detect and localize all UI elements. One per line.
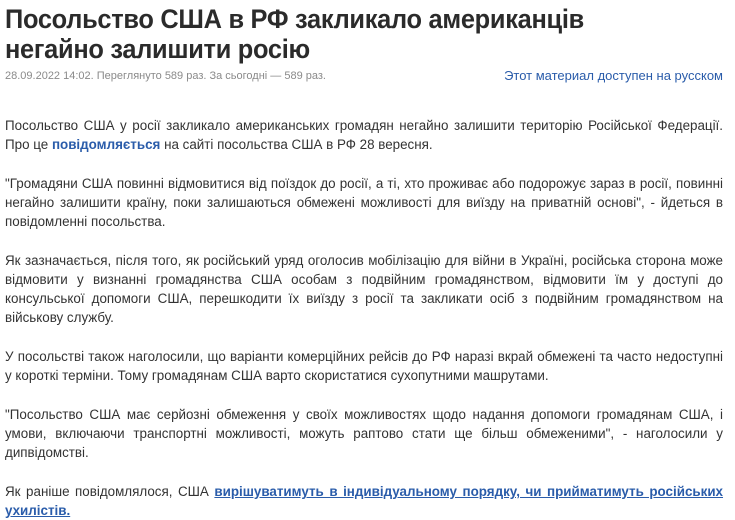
source-link[interactable]: повідомляється xyxy=(51,137,161,152)
article-meta: 28.09.2022 14:02. Переглянуто 589 раз. За сьогодні — 589 раз. xyxy=(5,70,326,82)
paragraph-6-text-start: Як раніше повідомлялося, США xyxy=(5,484,215,499)
article-title-line2: негайно залишити росію xyxy=(5,34,310,64)
meta-row xyxy=(5,69,723,85)
article-title-line1: Посольство США в РФ закликало американців xyxy=(5,4,584,34)
paragraph-1-text-end: на сайті посольства США в РФ 28 вересня. xyxy=(160,137,433,152)
paragraph-1 xyxy=(5,116,723,154)
paragraph-6 xyxy=(5,482,723,520)
paragraph-5: "Посольство США має серйозні обмеження у своїх можливостях щодо надання допомоги громадянам США, і умови, включаючи транспортні можливості, можуть раптово стати ще більш обмеженими", - наголосили у дипвідомстві. xyxy=(5,407,723,460)
related-article-link[interactable]: вирішуватимуть в індивідуальному порядку, чи прийматимуть російських ухилістів. xyxy=(5,484,724,518)
article-body xyxy=(5,116,723,520)
paragraph-1-text-start: Посольство США у росії закликало американських громадян негайно залишити територію Російської Федерації. Про це xyxy=(5,118,723,152)
article xyxy=(5,0,724,518)
article-title xyxy=(5,0,719,64)
russian-version-link[interactable]: Этот материал доступен на русском xyxy=(504,68,723,83)
paragraph-4: У посольстві також наголосили, що варіанти комерційних рейсів до РФ наразі вкрай обмежені та часто недоступні у короткі терміни. Тому громадянам США варто скористатися сухопутними машрутами. xyxy=(5,349,723,383)
paragraph-2: "Громадяни США повинні відмовитися від поїздок до росії, а ті, хто проживає або подорожує зараз в росії, повинні негайно залишити країну, поки залишаються обмежені можливості для виїзду на приватній основі", - йдеться в повідомленні посольства. xyxy=(5,176,723,229)
paragraph-3: Як зазначається, після того, як російський уряд оголосив мобілізацію для війни в Україні, російська сторона може відмовити у визнанні громадянства США особам з подвійним громадянством, відмовити їм у доступі до консульської допомоги США, перешкодити їх виїзду з росії та закликати осіб з подвійним громадянством на військову службу. xyxy=(5,253,723,325)
